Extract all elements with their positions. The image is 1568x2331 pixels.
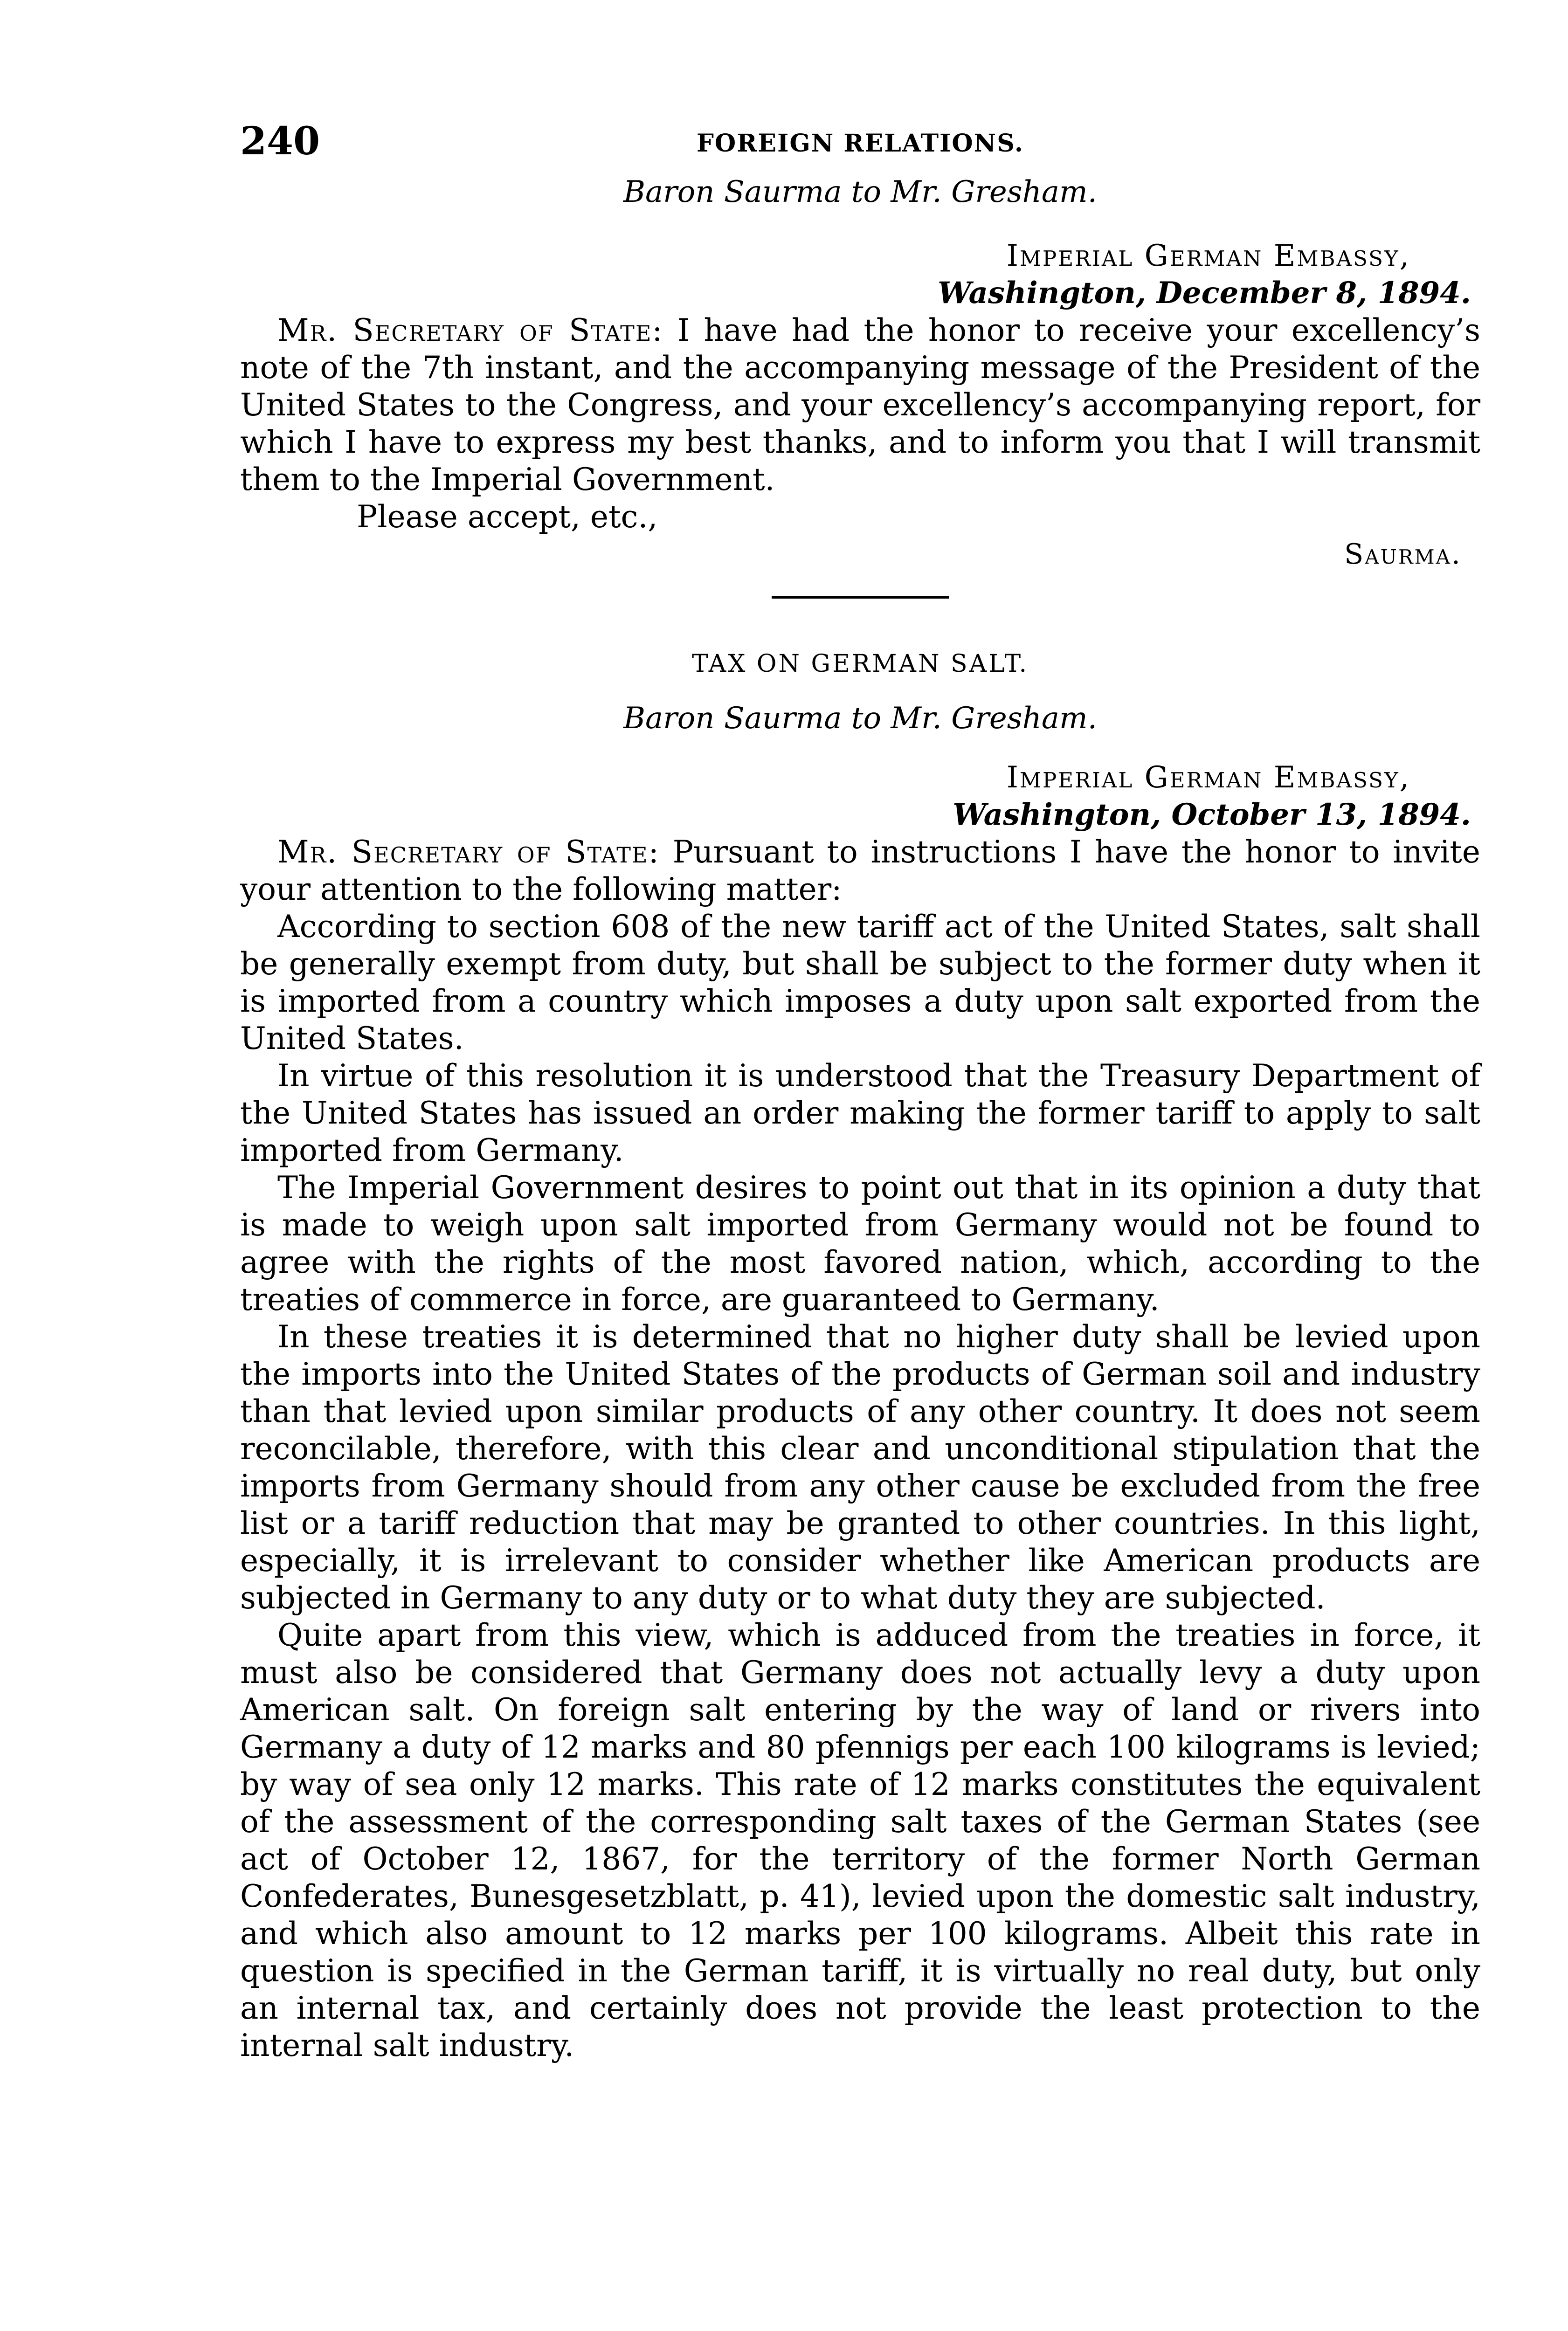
paragraph: In virtue of this resolution it is understood that the Treasury Department of the United States has issued an order making the former tariff to apply to salt imported from Germany. bbox=[240, 1058, 1480, 1168]
running-head bbox=[240, 119, 1480, 170]
letter-2-intro bbox=[240, 834, 1480, 908]
paragraph: In these treaties it is determined that no higher duty shall be levied upon the imports into the United States of the products of German soil and industry than that levied upon similar products of any other country. It does not seem reconcilable, therefore, with this clear and unconditional stipulation that the imports from Germany should from any other cause be excluded from the free list or a tariff reduction that may be granted to other countries. In this light, especially, it is irrelevant to consider whether like American products are subjected in Germany to any duty or to what duty they are subjected. bbox=[240, 1319, 1480, 1616]
letter-2-embassy: Imperial German Embassy, bbox=[1006, 760, 1410, 795]
letter-2-salutation: Mr. Secretary of State: bbox=[277, 834, 660, 870]
letter-1-body bbox=[240, 312, 1480, 498]
letter-2-address bbox=[240, 759, 1480, 834]
letter-1 bbox=[240, 175, 1480, 573]
letter-2-heading: Baron Saurma to Mr. Gresham. bbox=[623, 701, 1098, 736]
letter-2-intro-text: Pursuant to instructions I have the honor to invite your attention to the following matter: bbox=[240, 834, 1480, 907]
letter-2 bbox=[240, 701, 1480, 2064]
letter-1-signature: Saurma. bbox=[1344, 538, 1462, 571]
letter-1-closing: Please accept, etc., bbox=[357, 499, 658, 535]
section-divider bbox=[772, 596, 949, 599]
paragraph: According to section 608 of the new tariff act of the United States, salt shall be generally exempt from duty, but shall be subject to the former duty when it is imported from a country which imposes a duty upon salt exported from the United States. bbox=[240, 909, 1480, 1056]
letter-1-heading: Baron Saurma to Mr. Gresham. bbox=[623, 175, 1098, 209]
letter-1-embassy: Imperial German Embassy, bbox=[1006, 239, 1410, 273]
letter-1-text: I have had the honor to receive your excellency’s note of the 7th instant, and the accompanying message of the President of the United States to the Congress, and your excellency’s accompanying report, for which I have to express my best thanks, and to inform you that I will transmit them to the Imperial Government. bbox=[240, 312, 1480, 497]
paragraph: The Imperial Government desires to point out that in its opinion a duty that is made to weigh upon salt imported from Germany would not be found to agree with the rights of the most favored nation, which, according to the treaties of commerce in force, are guaranteed to Germany. bbox=[240, 1170, 1480, 1317]
running-title: FOREIGN RELATIONS. bbox=[697, 129, 1024, 158]
paragraph: Quite apart from this view, which is adduced from the treaties in force, it must also be considered that Germany does not actually levy a duty upon American salt. On foreign salt entering by the way of land or rivers into Germany a duty of 12 marks and 80 pfennigs per each 100 kilograms is levied; by way of sea only 12 marks. This rate of 12 marks constitutes the equivalent of the assessment of the corresponding salt taxes of the German States (see act of October 12, 1867, for the territory of the former North German Confederates, Bunesgesetzblatt, p. 41), levied upon the domestic salt industry, and which also amount to 12 marks per 100 kilograms. Albeit this rate in question is specified in the German tariff, it is virtually no real duty, but only an internal tax, and certainly does not provide the least protection to the internal salt industry. bbox=[240, 1617, 1480, 2063]
section-title: TAX ON GERMAN SALT. bbox=[691, 650, 1029, 678]
document-page bbox=[240, 119, 1480, 2064]
letter-1-address bbox=[240, 237, 1480, 312]
page-number: 240 bbox=[240, 119, 320, 164]
letter-2-date: Washington, October 13, 1894. bbox=[953, 797, 1471, 832]
letter-1-date: Washington, December 8, 1894. bbox=[938, 276, 1471, 310]
letter-1-salutation: Mr. Secretary of State: bbox=[277, 312, 663, 348]
